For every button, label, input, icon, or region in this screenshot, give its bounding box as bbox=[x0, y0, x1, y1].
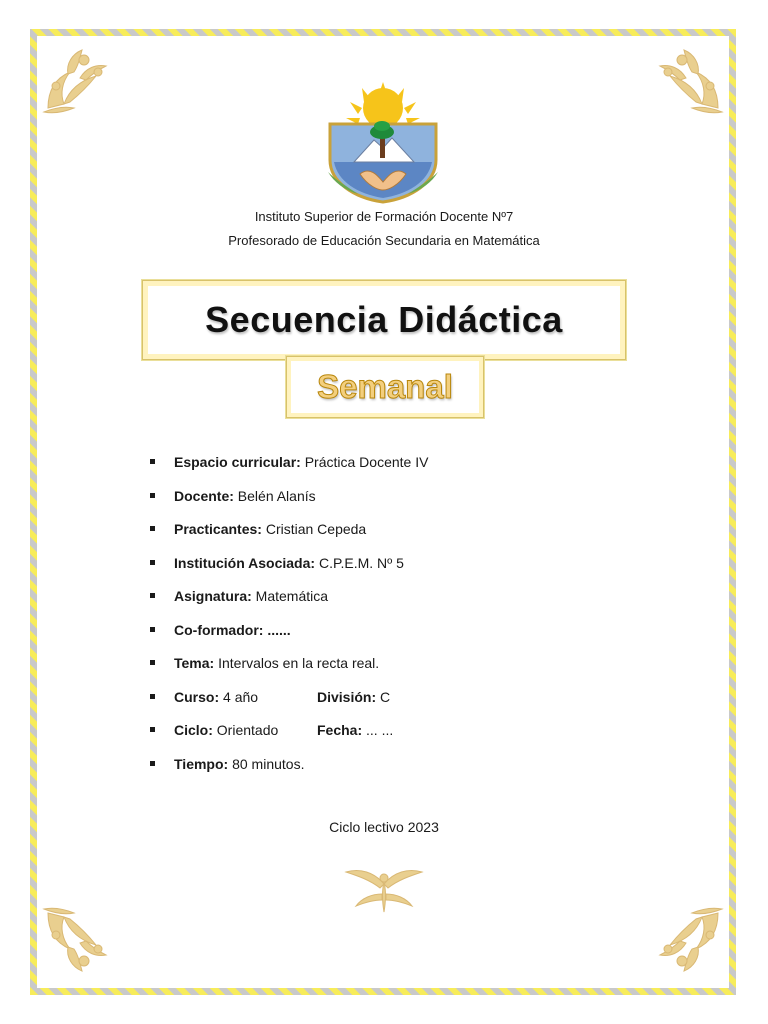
bullet-icon bbox=[150, 627, 155, 632]
title-frame bbox=[142, 280, 626, 360]
list-item-curso bbox=[148, 687, 628, 721]
field-value: ...... bbox=[263, 621, 291, 638]
field-label: Asignatura: bbox=[174, 588, 252, 604]
field-label: Tiempo: bbox=[174, 755, 229, 772]
corner-ornament-icon bbox=[40, 42, 114, 116]
provincial-shield-logo bbox=[324, 82, 442, 204]
page-subtitle: Semanal bbox=[291, 361, 479, 413]
list-item-institucion-asociada bbox=[148, 553, 628, 587]
bullet-icon bbox=[150, 593, 155, 598]
field-value: 4 año bbox=[219, 688, 259, 705]
field-label: Espacio curricular: bbox=[174, 454, 301, 470]
field-label: División: bbox=[317, 688, 377, 705]
institution-name: Instituto Superior de Formación Docente Nº7 bbox=[254, 209, 514, 224]
bullet-icon bbox=[150, 727, 155, 732]
field-value: Orientado bbox=[212, 722, 279, 738]
list-item-espacio-curricular bbox=[148, 452, 628, 486]
field-value: Matemática bbox=[251, 588, 329, 604]
list-item-co-formador bbox=[148, 620, 628, 654]
bullet-icon bbox=[150, 459, 155, 464]
footer-year: Ciclo lectivo 2023 bbox=[329, 819, 439, 835]
list-item-asignatura bbox=[148, 586, 628, 620]
field-value: Belén Alanís bbox=[233, 487, 316, 504]
field-label: Institución Asociada: bbox=[174, 554, 316, 571]
field-label: Practicantes: bbox=[174, 521, 262, 537]
list-item-practicantes bbox=[148, 519, 628, 553]
list-item-docente bbox=[148, 486, 628, 520]
list-item-tema bbox=[148, 653, 628, 687]
field-label: Fecha: bbox=[317, 722, 363, 738]
bullet-icon bbox=[150, 660, 155, 665]
bullet-icon bbox=[150, 560, 155, 565]
bullet-icon bbox=[150, 761, 155, 766]
field-label: Ciclo: bbox=[174, 722, 213, 738]
info-list bbox=[148, 452, 628, 787]
bullet-icon bbox=[150, 493, 155, 498]
bullet-icon bbox=[150, 526, 155, 531]
field-value: Intervalos en la recta real. bbox=[214, 655, 380, 671]
subtitle-frame bbox=[286, 356, 484, 418]
page-title: Secuencia Didáctica bbox=[148, 286, 620, 354]
field-label: Docente: bbox=[174, 487, 234, 504]
list-item-tiempo bbox=[148, 754, 628, 788]
corner-ornament-icon bbox=[40, 905, 114, 979]
field-value: C bbox=[376, 688, 391, 705]
corner-ornament-icon bbox=[652, 905, 726, 979]
field-value: 80 minutos. bbox=[228, 755, 305, 772]
bottom-ornament-icon bbox=[344, 864, 424, 914]
field-label: Co-formador: bbox=[174, 621, 264, 638]
corner-ornament-icon bbox=[652, 42, 726, 116]
bullet-icon bbox=[150, 694, 155, 699]
field-value: ... ... bbox=[362, 722, 394, 738]
field-value: Cristian Cepeda bbox=[261, 521, 367, 537]
list-item-ciclo bbox=[148, 720, 628, 754]
program-name: Profesorado de Educación Secundaria en Matemática bbox=[228, 233, 540, 248]
field-value: Práctica Docente IV bbox=[300, 454, 429, 470]
field-label: Curso: bbox=[174, 688, 220, 705]
field-label: Tema: bbox=[174, 655, 215, 671]
field-value: C.P.E.M. Nº 5 bbox=[315, 554, 404, 571]
